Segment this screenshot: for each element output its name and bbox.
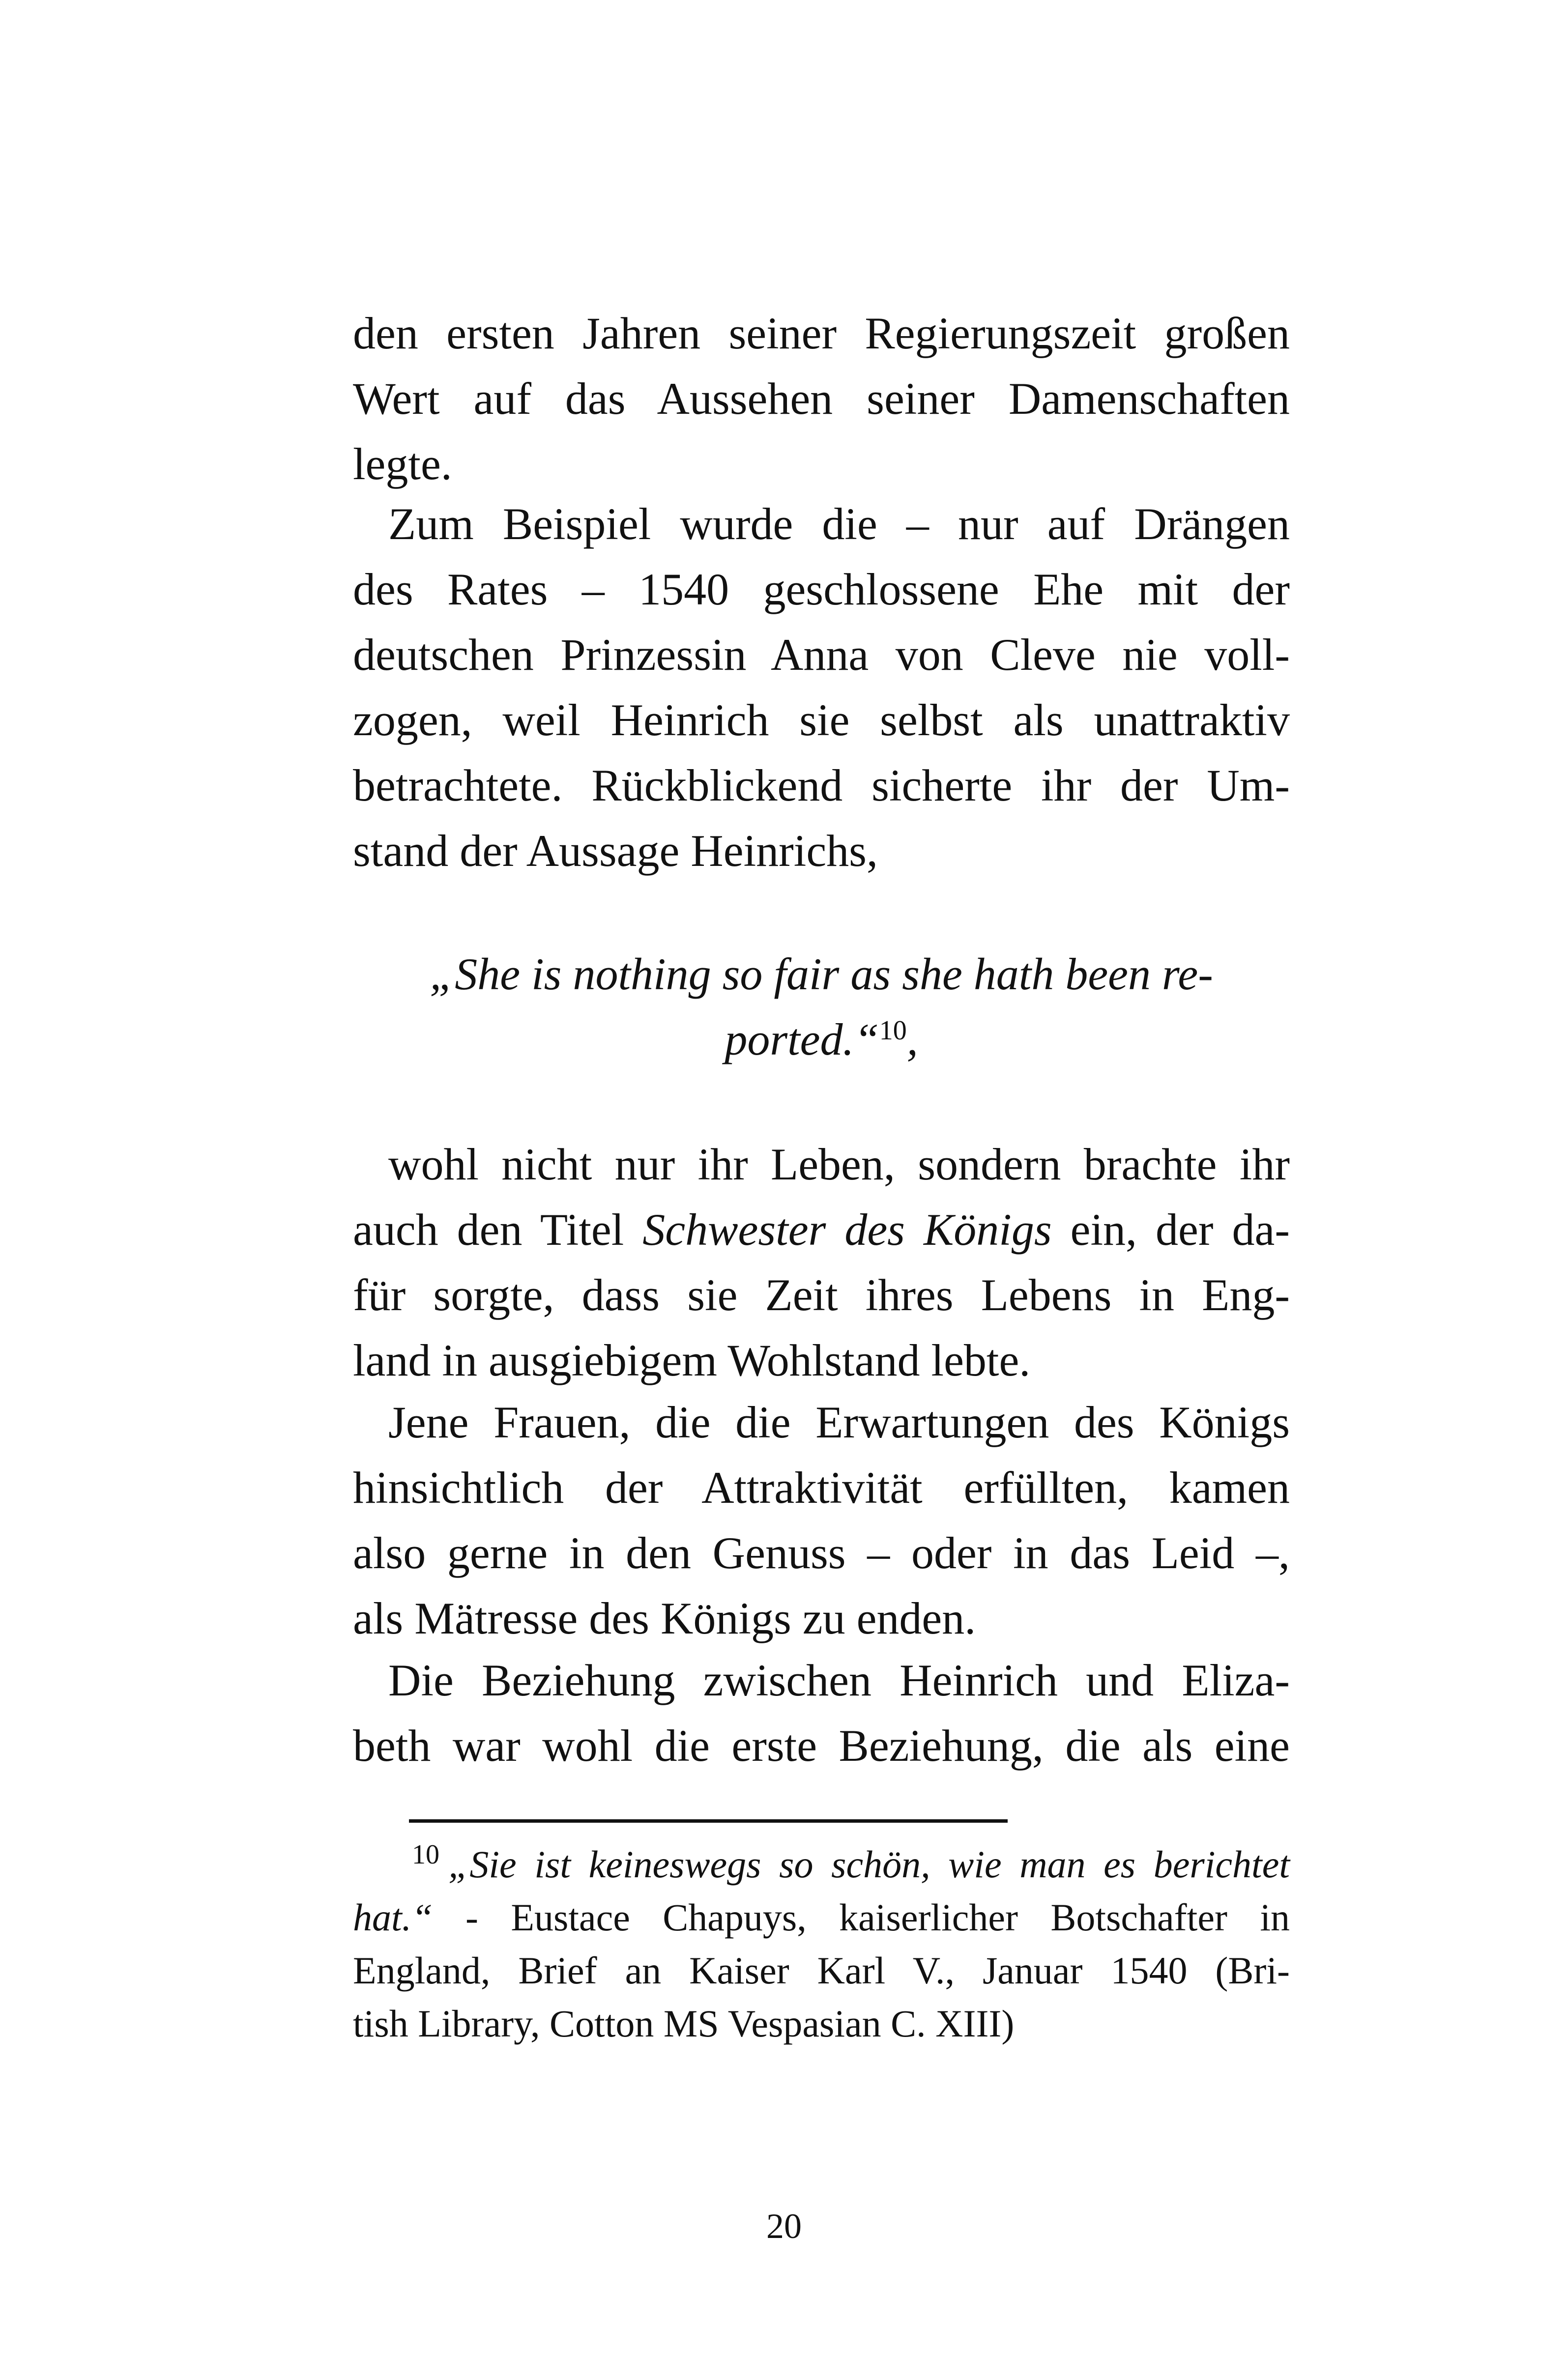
block-quote: [353, 942, 1290, 1072]
paragraph-5-line-1: Die Beziehung zwischen Heinrich und Eliza-: [388, 1655, 1290, 1705]
footnote-separator: [409, 1819, 1008, 1823]
footnote-line-2: [353, 1891, 1290, 1944]
paragraph-3-line-4: land in ausgiebigem Wohlstand lebte.: [353, 1335, 1031, 1385]
paragraph-3-line-2-before: auch den Titel: [353, 1204, 643, 1255]
paragraph-1-line-3: legte.: [353, 439, 452, 489]
paragraph-1: [353, 301, 1290, 497]
paragraph-1-line-1: den ersten Jahren seiner Regierungszeit großen: [353, 308, 1290, 358]
footnote-reference: 10: [879, 1015, 907, 1046]
quote-line-2-text: ported.“: [725, 1014, 879, 1064]
footnote-line-4: tish Library, Cotton MS Vespasian C. XIII): [353, 2002, 1015, 2045]
paragraph-5: [353, 1648, 1290, 1778]
paragraph-4-line-2: hinsichtlich der Attraktivität erfüllten, kamen: [353, 1462, 1290, 1513]
paragraph-2: [353, 491, 1290, 884]
paragraph-3-line-3: für sorgte, dass sie Zeit ihres Lebens in Eng-: [353, 1270, 1290, 1320]
paragraph-4-line-3: also gerne in den Genuss – oder in das Leid –,: [353, 1528, 1290, 1578]
quote-line-2: [353, 1007, 1290, 1072]
footnote-line-1-italic: „Sie ist keineswegs so schön, wie man es berichtet: [448, 1843, 1290, 1886]
paragraph-4: [353, 1390, 1290, 1651]
quote-line-2-suffix: ,: [906, 1014, 918, 1064]
paragraph-2-line-1: Zum Beispiel wurde die – nur auf Drängen: [388, 499, 1290, 549]
paragraph-4-line-1: Jene Frauen, die die Erwartungen des Königs: [388, 1397, 1290, 1447]
paragraph-3-line-2-after: ein, der da-: [1051, 1204, 1290, 1255]
paragraph-3-line-2: [353, 1197, 1290, 1262]
paragraph-3: [353, 1132, 1290, 1393]
paragraph-5-line-2: beth war wohl die erste Beziehung, die als eine: [353, 1720, 1290, 1771]
quote-line-1: „She is nothing so fair as she hath been re-: [430, 949, 1213, 999]
paragraph-2-line-4: zogen, weil Heinrich sie selbst als unattraktiv: [353, 695, 1290, 745]
paragraph-3-line-1: wohl nicht nur ihr Leben, sondern brachte ihr: [388, 1139, 1290, 1189]
paragraph-1-line-2: Wert auf das Aussehen seiner Damenschaften: [353, 373, 1290, 424]
footnote-number: 10: [412, 1839, 439, 1870]
footnote: [353, 1838, 1290, 2050]
page-number: 20: [766, 2207, 802, 2246]
paragraph-4-line-4: als Mätresse des Königs zu enden.: [353, 1593, 976, 1643]
footnote-line-1: [353, 1838, 1290, 1891]
paragraph-2-line-2: des Rates – 1540 geschlossene Ehe mit der: [353, 564, 1290, 614]
title-emphasis: Schwester des Königs: [642, 1204, 1052, 1255]
paragraph-2-line-3: deutschen Prinzessin Anna von Cleve nie voll-: [353, 630, 1290, 680]
footnote-line-2-rest: - Eustace Chapuys, kaiserlicher Botschafter in: [433, 1896, 1290, 1939]
paragraph-2-line-6: stand der Aussage Heinrichs,: [353, 826, 878, 876]
footnote-line-2-italic: hat.“: [353, 1896, 433, 1939]
footnote-line-3: England, Brief an Kaiser Karl V., Januar 1540 (Bri-: [353, 1949, 1290, 1992]
paragraph-2-line-5: betrachtete. Rückblickend sicherte ihr der Um-: [353, 760, 1290, 810]
